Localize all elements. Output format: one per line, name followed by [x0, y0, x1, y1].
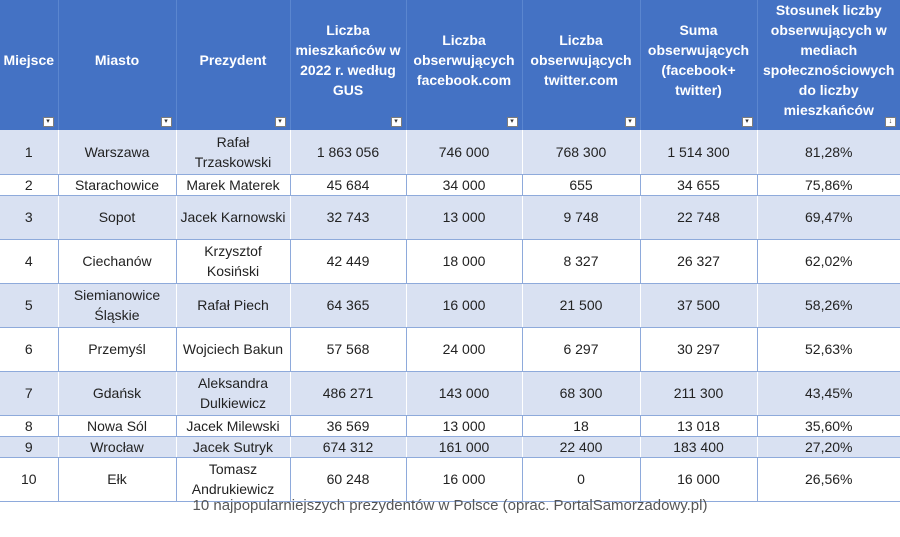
header-cell: [406, 0, 522, 130]
table-cell: 1 514 300: [640, 130, 757, 174]
table-cell: 5: [0, 283, 58, 327]
table-cell: Wrocław: [58, 436, 176, 457]
table-cell: Ełk: [58, 457, 176, 501]
table-cell: 45 684: [290, 174, 406, 195]
table-cell: 9 748: [522, 195, 640, 239]
table-cell: 9: [0, 436, 58, 457]
sort-descending-filter-icon[interactable]: ↓: [885, 117, 896, 127]
table-cell: Przemyśl: [58, 327, 176, 371]
table-cell: 27,20%: [757, 436, 900, 457]
header-cell: [290, 0, 406, 130]
table-cell: 32 743: [290, 195, 406, 239]
table-cell: 81,28%: [757, 130, 900, 174]
table-cell: 6 297: [522, 327, 640, 371]
header-cell: [58, 0, 176, 130]
header-label: Miejsce: [3, 52, 55, 68]
table-cell: 52,63%: [757, 327, 900, 371]
table-cell: 13 000: [406, 195, 522, 239]
table-cell: 36 569: [290, 415, 406, 436]
table-cell: 57 568: [290, 327, 406, 371]
table-cell: 6: [0, 327, 58, 371]
header-cell: [176, 0, 290, 130]
table-cell: 16 000: [640, 457, 757, 501]
table-cell: 16 000: [406, 283, 522, 327]
dropdown-arrow-icon[interactable]: ▾: [43, 117, 54, 127]
table-cell: 768 300: [522, 130, 640, 174]
table-row: [0, 457, 900, 501]
dropdown-arrow-icon[interactable]: ▾: [625, 117, 636, 127]
table-cell: Aleksandra Dulkiewicz: [176, 371, 290, 415]
dropdown-arrow-icon[interactable]: ▾: [742, 117, 753, 127]
table-cell: 161 000: [406, 436, 522, 457]
table-cell: 22 748: [640, 195, 757, 239]
table-cell: Jacek Karnowski: [176, 195, 290, 239]
table-cell: 1 863 056: [290, 130, 406, 174]
table-cell: 0: [522, 457, 640, 501]
table-cell: 10: [0, 457, 58, 501]
header-label: Miasto: [94, 52, 140, 68]
table-cell: Warszawa: [58, 130, 176, 174]
table-row: [0, 239, 900, 283]
table-cell: 58,26%: [757, 283, 900, 327]
table-row: [0, 371, 900, 415]
table-cell: 69,47%: [757, 195, 900, 239]
dropdown-arrow-icon[interactable]: ▾: [507, 117, 518, 127]
table-cell: Sopot: [58, 195, 176, 239]
table-cell: 8: [0, 415, 58, 436]
table-cell: Marek Materek: [176, 174, 290, 195]
table-cell: Gdańsk: [58, 371, 176, 415]
table-cell: Ciechanów: [58, 239, 176, 283]
table-cell: 43,45%: [757, 371, 900, 415]
table-row: [0, 436, 900, 457]
table-cell: 24 000: [406, 327, 522, 371]
table-row: [0, 130, 900, 174]
table-cell: 60 248: [290, 457, 406, 501]
header-label: Stosunek liczby obserwujących w mediach społecznościowych do liczby mieszkańców: [763, 2, 895, 118]
table-cell: 18: [522, 415, 640, 436]
table-cell: Jacek Milewski: [176, 415, 290, 436]
table-body: [0, 130, 900, 501]
header-cell: [757, 0, 900, 130]
table-cell: Tomasz Andrukiewicz: [176, 457, 290, 501]
table-cell: Starachowice: [58, 174, 176, 195]
table-row: [0, 174, 900, 195]
table-cell: 30 297: [640, 327, 757, 371]
table-cell: Rafał Piech: [176, 283, 290, 327]
dropdown-arrow-icon[interactable]: ▾: [161, 117, 172, 127]
table-cell: 18 000: [406, 239, 522, 283]
table-cell: 21 500: [522, 283, 640, 327]
header-cell: [640, 0, 757, 130]
table-cell: 16 000: [406, 457, 522, 501]
header-label: Prezydent: [199, 52, 267, 68]
table-cell: 1: [0, 130, 58, 174]
table-cell: 34 000: [406, 174, 522, 195]
table-cell: 37 500: [640, 283, 757, 327]
table-caption: 10 najpopularniejszych prezydentów w Polsce (oprac. PortalSamorzadowy.pl): [192, 497, 708, 514]
table-cell: 7: [0, 371, 58, 415]
table-row: [0, 283, 900, 327]
dropdown-arrow-icon[interactable]: ▾: [391, 117, 402, 127]
table-cell: Jacek Sutryk: [176, 436, 290, 457]
table-cell: 26 327: [640, 239, 757, 283]
table-cell: 3: [0, 195, 58, 239]
table-cell: 64 365: [290, 283, 406, 327]
dropdown-arrow-icon[interactable]: ▾: [275, 117, 286, 127]
table-cell: 143 000: [406, 371, 522, 415]
table-cell: 674 312: [290, 436, 406, 457]
header-label: Suma obserwujących (facebook+ twitter): [647, 22, 750, 98]
table-cell: 655: [522, 174, 640, 195]
table-row: [0, 327, 900, 371]
table-cell: 68 300: [522, 371, 640, 415]
header-label: Liczba obserwujących twitter.com: [530, 32, 632, 88]
table-cell: 26,56%: [757, 457, 900, 501]
table-cell: 211 300: [640, 371, 757, 415]
table-cell: Wojciech Bakun: [176, 327, 290, 371]
table-row: [0, 415, 900, 436]
table-cell: Nowa Sól: [58, 415, 176, 436]
header-label: Liczba obserwujących facebook.com: [413, 32, 515, 88]
header-label: Liczba mieszkańców w 2022 r. według GUS: [295, 22, 401, 98]
table-cell: 4: [0, 239, 58, 283]
table-cell: 62,02%: [757, 239, 900, 283]
table-cell: 13 018: [640, 415, 757, 436]
table-cell: 42 449: [290, 239, 406, 283]
table-row: [0, 195, 900, 239]
table-cell: Rafał Trzaskowski: [176, 130, 290, 174]
table-cell: 75,86%: [757, 174, 900, 195]
table-cell: Krzysztof Kosiński: [176, 239, 290, 283]
table-cell: 13 000: [406, 415, 522, 436]
table-cell: 183 400: [640, 436, 757, 457]
table-cell: 746 000: [406, 130, 522, 174]
header-cell: [522, 0, 640, 130]
table-cell: 35,60%: [757, 415, 900, 436]
table-cell: Siemianowice Śląskie: [58, 283, 176, 327]
table-cell: 8 327: [522, 239, 640, 283]
table-cell: 486 271: [290, 371, 406, 415]
header-row: [0, 0, 900, 130]
table-cell: 34 655: [640, 174, 757, 195]
table-cell: 22 400: [522, 436, 640, 457]
header-cell: [0, 0, 58, 130]
table-cell: 2: [0, 174, 58, 195]
